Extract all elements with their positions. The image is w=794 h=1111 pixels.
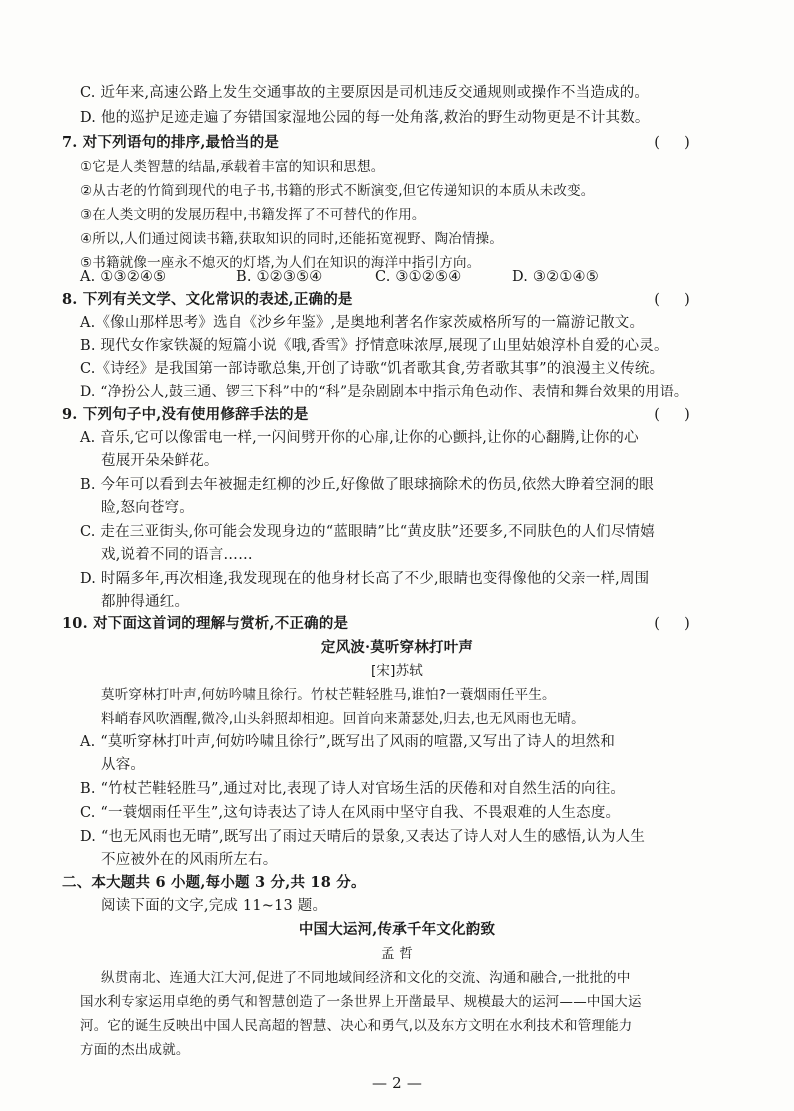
q8-option-a: A.《像山那样思考》选自《沙乡年鉴》,是奥地利著名作家茨威格所写的一篇游记散文。 — [80, 315, 645, 331]
q9-option-b-line2: 睑,怒向苍穹。 — [101, 500, 195, 516]
option-d-prev: D. 他的巡护足迹走遍了夯错国家湿地公园的每一处角落,救治的野生动物更是不计其数。 — [80, 110, 650, 126]
q9-option-a-line2: 苞展开朵朵鲜花。 — [101, 453, 219, 469]
answer-bracket-7: ( ) — [654, 135, 690, 151]
question-7: 7. 对下列语句的排序,最恰当的是 — [62, 134, 280, 151]
article-title: 中国大运河,传承千年文化韵致 — [298, 921, 496, 938]
q8-option-d: D. “净扮公人,鼓三通、锣三下科”中的“科”是杂剧剧本中指示角色动作、表情和舞台效果的用语。 — [80, 384, 689, 400]
q10-option-b: B. “竹杖芒鞋轻胜马”,通过对比,表现了诗人对官场生活的厌倦和对自然生活的向往。 — [80, 781, 626, 797]
article-line-2: 国水利专家运用卓绝的勇气和智慧创造了一条世界上开凿最早、规模最大的运河——中国大运 — [80, 994, 642, 1010]
article-line-4: 方面的杰出成就。 — [80, 1042, 190, 1058]
q9-option-a-line1: A. 音乐,它可以像雷电一样,一闪间劈开你的心扉,让你的心颤抖,让你的心翻腾,让你的心 — [80, 430, 639, 446]
q7-sentence-2: ②从古老的竹简到现代的电子书,书籍的形式不断演变,但它传递知识的本质从未改变。 — [80, 183, 595, 199]
section-2-heading: 二、本大题共 6 小题,每小题 3 分,共 18 分。 — [62, 874, 366, 891]
q7-option-b: B. ①②③⑤④ — [236, 269, 323, 285]
answer-bracket-10: ( ) — [654, 616, 690, 632]
q7-sentence-3: ③在人类文明的发展历程中,书籍发挥了不可替代的作用。 — [80, 207, 426, 223]
answer-bracket-9: ( ) — [654, 407, 690, 423]
question-9: 9. 下列句子中,没有使用修辞手法的是 — [62, 406, 309, 423]
q9-option-c-line2: 戏,说着不同的语言…… — [101, 547, 253, 563]
question-8: 8. 下列有关文学、文化常识的表述,正确的是 — [62, 291, 353, 308]
poem-title: 定风波·莫听穿林打叶声 — [320, 639, 474, 656]
q7-sentence-5: ⑤书籍就像一座永不熄灭的灯塔,为人们在知识的海洋中指引方向。 — [80, 255, 481, 271]
q9-option-d-line1: D. 时隔多年,再次相逢,我发现现在的他身材长高了不少,眼睛也变得像他的父亲一样,周围 — [80, 571, 650, 587]
q10-option-c: C. “一蓑烟雨任平生”,这句诗表达了诗人在风雨中坚守自我、不畏艰难的人生态度。 — [80, 805, 621, 821]
option-c-prev: C. 近年来,高速公路上发生交通事故的主要原因是司机违反交通规则或操作不当造成的。 — [80, 85, 650, 101]
article-line-1: 纵贯南北、连通大江大河,促进了不同地域间经济和文化的交流、沟通和融合,一批批的中 — [101, 970, 631, 986]
poem-author: [宋]苏轼 — [370, 663, 424, 679]
q9-option-b-line1: B. 今年可以看到去年被掘走红柳的沙丘,好像做了眼球摘除术的伤员,依然大睁着空洞的眼 — [80, 477, 654, 493]
q8-option-c: C.《诗经》是我国第一部诗歌总集,开创了诗歌“饥者歌其食,劳者歌其事”的浪漫主义传统。 — [80, 361, 665, 377]
q9-option-c-line1: C. 走在三亚街头,你可能会发现身边的“蓝眼睛”比“黄皮肤”还要多,不同肤色的人们尽情嬉 — [80, 524, 655, 540]
q7-option-a: A. ①③②④⑤ — [80, 269, 167, 285]
q7-sentence-1: ①它是人类智慧的结晶,承载着丰富的知识和思想。 — [80, 159, 385, 175]
q9-option-d-line2: 都肿得通红。 — [101, 594, 190, 610]
question-10: 10. 对下面这首词的理解与赏析,不正确的是 — [62, 615, 349, 632]
q7-option-c: C. ③①②⑤④ — [375, 269, 462, 285]
q10-option-a-line1: A. “莫听穿林打叶声,何妨吟啸且徐行”,既写出了风雨的喧嚣,又写出了诗人的坦然和 — [80, 734, 616, 750]
answer-bracket-8: ( ) — [654, 292, 690, 308]
reading-instruction: 阅读下面的文字,完成 11~13 题。 — [101, 898, 328, 914]
poem-line-2: 料峭春风吹酒醒,微冷,山头斜照却相迎。回首向来萧瑟处,归去,也无风雨也无晴。 — [101, 711, 585, 727]
q7-option-d: D. ③②①④⑤ — [512, 269, 599, 285]
q10-option-d-line1: D. “也无风雨也无晴”,既写出了雨过天晴后的景象,又表达了诗人对人生的感悟,认为人生 — [80, 829, 646, 845]
q10-option-a-line2: 从容。 — [101, 757, 146, 773]
article-author: 孟 哲 — [381, 946, 413, 962]
page-number: — 2 — — [371, 1074, 423, 1092]
q7-sentence-4: ④所以,人们通过阅读书籍,获取知识的同时,还能拓宽视野、陶冶情操。 — [80, 231, 504, 247]
q10-option-d-line2: 不应被外在的风雨所左右。 — [101, 852, 278, 868]
article-line-3: 河。它的诞生反映出中国人民高超的智慧、决心和勇气,以及东方文明在水利技术和管理能力 — [80, 1018, 633, 1034]
poem-line-1: 莫听穿林打叶声,何妨吟啸且徐行。竹杖芒鞋轻胜马,谁怕?一蓑烟雨任平生。 — [101, 687, 556, 703]
q8-option-b: B. 现代女作家铁凝的短篇小说《哦,香雪》抒情意味浓厚,展现了山里姑娘淳朴自爱的心灵。 — [80, 338, 669, 354]
